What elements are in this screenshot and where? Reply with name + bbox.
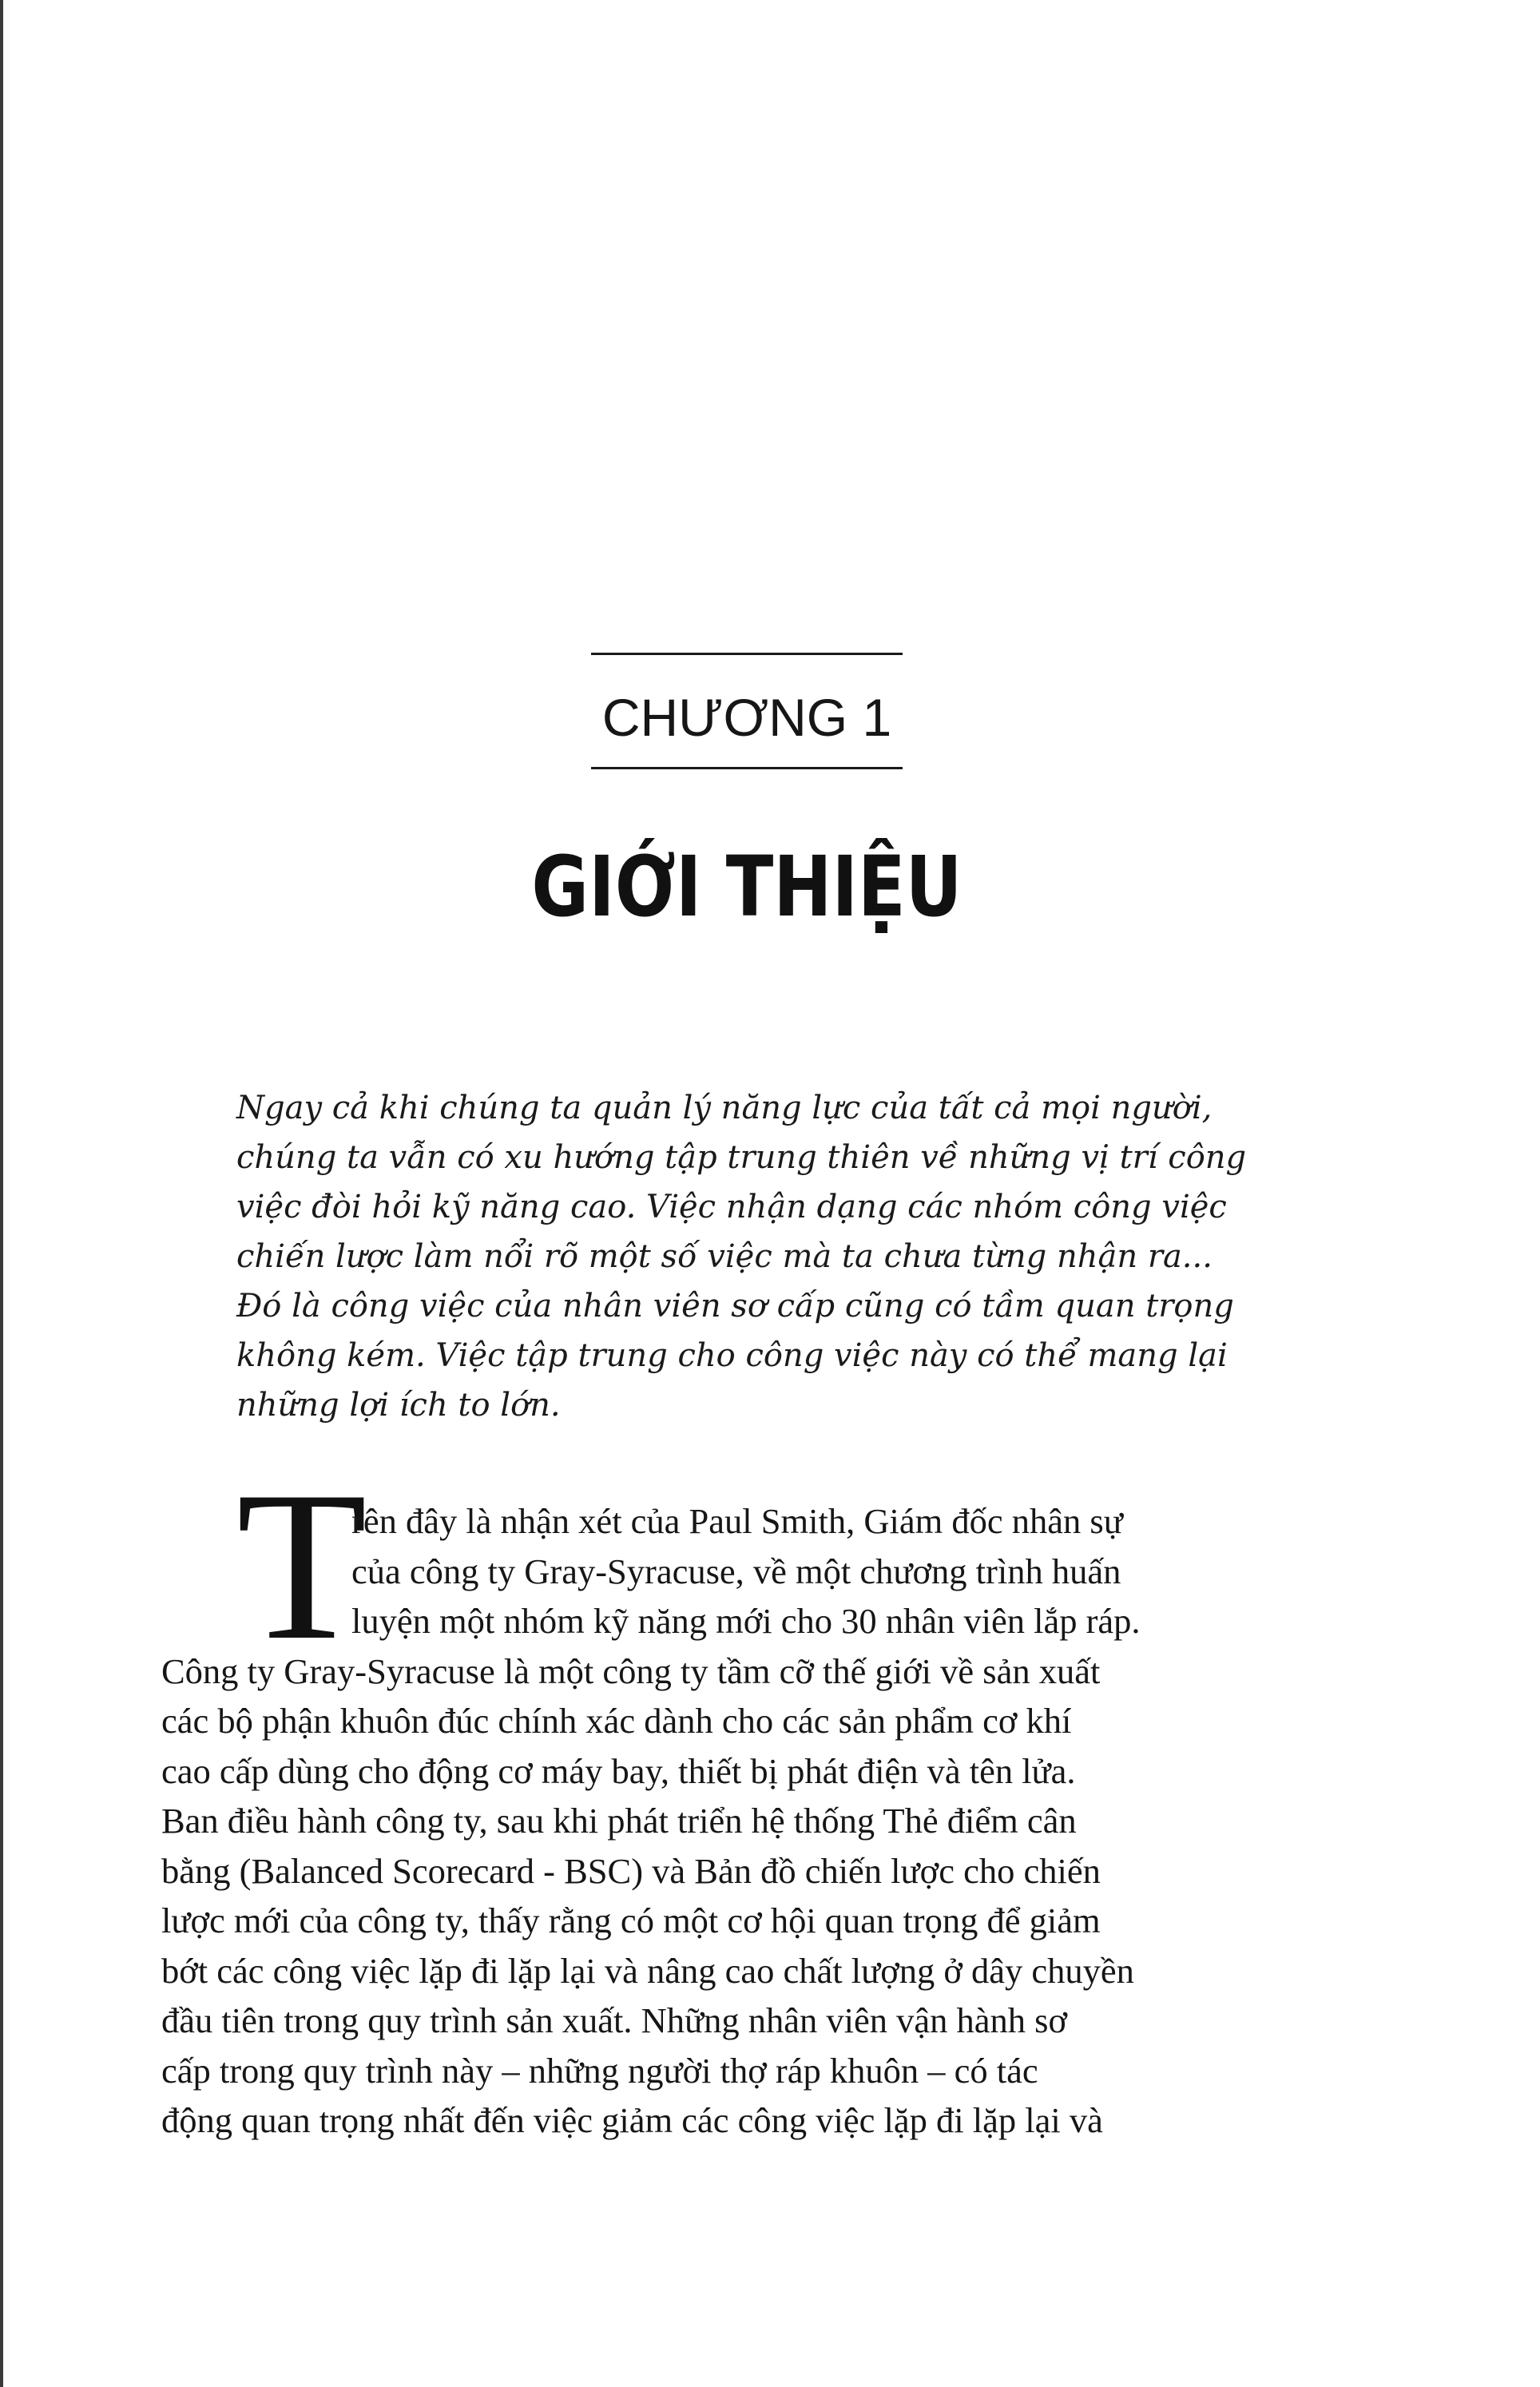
epigraph-line: chúng ta vẫn có xu hướng tập trung thiên về những vị trí công <box>236 1139 1247 1176</box>
chapter-rule-bottom <box>591 767 903 769</box>
body-line: động quan trọng nhất đến việc giảm các công việc lặp đi lặp lại và <box>161 2100 1103 2140</box>
body-line: cấp trong quy trình này – những người thợ ráp khuôn – có tác <box>161 2050 1038 2091</box>
body-line: của công ty Gray-Syracuse, về một chương trình huấn <box>351 1551 1121 1591</box>
body-line: lược mới của công ty, thấy rằng có một cơ hội quan trọng để giảm <box>161 1900 1101 1940</box>
body-line: bằng (Balanced Scorecard - BSC) và Bản đồ chiến lược cho chiến <box>161 1850 1101 1891</box>
body-line: các bộ phận khuôn đúc chính xác dành cho các sản phẩm cơ khí <box>161 1701 1072 1741</box>
epigraph-line: những lợi ích to lớn. <box>236 1387 561 1424</box>
body-line: Ban điều hành công ty, sau khi phát triển hệ thống Thẻ điểm cân <box>161 1801 1077 1841</box>
epigraph-line: không kém. Việc tập trung cho công việc này có thể mang lại <box>236 1337 1228 1374</box>
chapter-title: GIỚI THIỆU <box>531 838 963 935</box>
epigraph-line: chiến lược làm nổi rõ một số việc mà ta chưa từng nhận ra... <box>236 1238 1213 1275</box>
drop-cap: T <box>236 1447 367 1684</box>
body-line: rên đây là nhận xét của Paul Smith, Giám đốc nhân sự <box>351 1501 1123 1541</box>
epigraph-quote <box>236 1083 1307 1430</box>
page-edge <box>0 0 3 2387</box>
epigraph-line: Đó là công việc của nhân viên sơ cấp cũng có tầm quan trọng <box>236 1288 1234 1325</box>
epigraph-line: Ngay cả khi chúng ta quản lý năng lực của tất cả mọi người, <box>236 1090 1213 1126</box>
body-line: cao cấp dùng cho động cơ máy bay, thiết bị phát điện và tên lửa. <box>161 1750 1076 1791</box>
epigraph-line: việc đòi hỏi kỹ năng cao. Việc nhận dạng các nhóm công việc <box>236 1189 1227 1225</box>
chapter-number: CHƯƠNG 1 <box>601 688 892 747</box>
body-line: Công ty Gray-Syracuse là một công ty tầm cỡ thế giới về sản xuất <box>161 1650 1101 1691</box>
body-line: bớt các công việc lặp đi lặp lại và nâng cao chất lượng ở dây chuyền <box>161 1950 1134 1991</box>
body-paragraph <box>161 1496 1351 2146</box>
chapter-rule-top <box>591 653 903 655</box>
body-line: luyện một nhóm kỹ năng mới cho 30 nhân viên lắp ráp. <box>351 1601 1141 1641</box>
body-line: đầu tiên trong quy trình sản xuất. Những nhân viên vận hành sơ <box>161 2000 1067 2040</box>
